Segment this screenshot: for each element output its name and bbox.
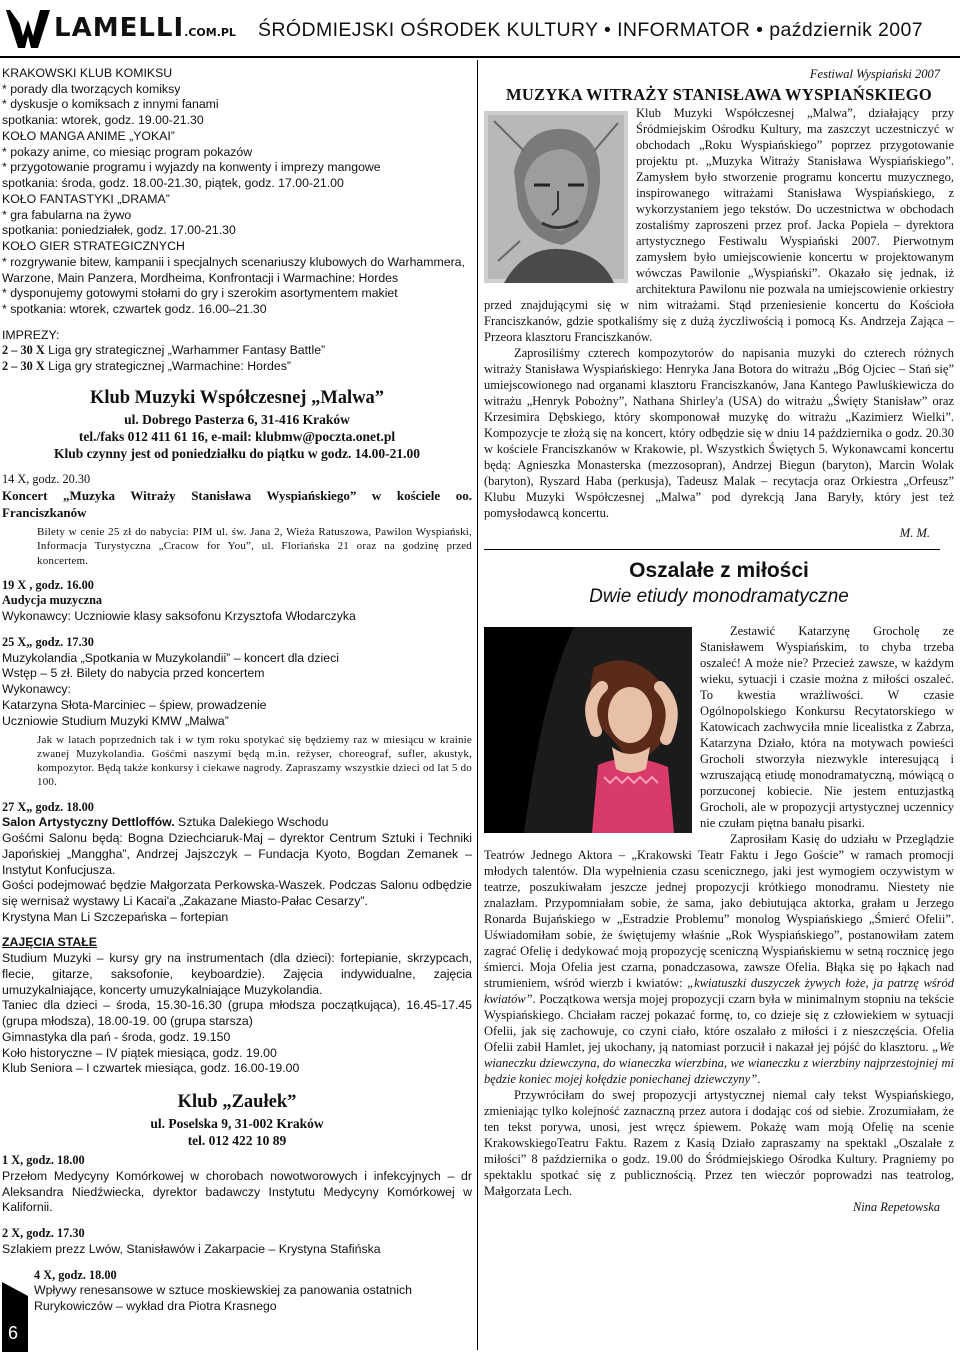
- imprezy-item: [2, 343, 472, 359]
- malwa-title: Klub Muzyki Współczesnej „Malwa”: [89, 387, 385, 408]
- zaulek-event-3-date: 4 X, godz. 18.00: [34, 1267, 117, 1282]
- zaulek-event-1-text: Przełom Medycyny Komórkowej w chorobach nowotworowych i infekcyjnych – dr Aleksandra Niedźwiecka, dyrektor badawczy Instytutu Medycyny Komórkowej w Kalifornii.: [2, 1168, 472, 1215]
- zajecia-line: Gimnastyka dla pań - środa, godz. 19.150: [2, 1029, 231, 1044]
- clubs-list: [2, 66, 472, 318]
- column-divider: [477, 60, 478, 1350]
- oszalale-subtitle: Dwie etiudy monodramatyczne: [589, 585, 849, 607]
- zaulek-event-2-text: Szlakiem prezz Lwów, Stanisławów i Zakarpacie – Krystyna Stafińska: [2, 1241, 381, 1256]
- event-4-heading: Salon Artystyczny Dettloffów. Sztuka Dalekiego Wschodu: [2, 815, 329, 830]
- event-3-date: 25 X„ godz. 17.30: [2, 634, 94, 649]
- event-1-info: Bilety w cenie 25 zł do nabycia: PIM ul. św. Jana 2, Wieża Ratuszowa, Pawilon Wyspiański, Informacja Turystyczna „Cracow for You”, ul. Floriańska 21 oraz na godzinę przed koncertem.: [37, 526, 472, 567]
- event-4-date: 27 X„ godz. 18.00: [2, 799, 94, 814]
- malwa-address: ul. Dobrego Pasterza 6, 31-416 Kraków: [124, 411, 350, 427]
- club-line: * przygotowanie programu i wyjazdy na konwenty i imprezy mangowe: [2, 160, 381, 175]
- zajecia-line: Taniec dla dzieci – środa, 15.30-16.30 (grupa młodsza początkująca), 16.45-17.45 (grupa młodsza), 18.00-19. 00 (grupa starsza): [2, 998, 472, 1029]
- zajecia-lines: [2, 951, 472, 1077]
- club-line: * dyskusje o komiksach z innymi fanami: [2, 97, 219, 112]
- event-3-line: Uczniowie Studium Muzyki KMW „Malwa”: [2, 713, 229, 728]
- header-rule: [0, 56, 960, 58]
- club-line: spotkania: środa, godz. 18.00-21.30, piątek, godz. 17.00-21.00: [2, 176, 344, 191]
- club-line: spotkania: poniedziałek, godz. 17.00-21.30: [2, 223, 236, 238]
- header-title: ŚRÓDMIEJSKI OŚRODEK KULTURY • INFORMATOR • październik 2007: [258, 19, 924, 41]
- imprezy-text: Liga gry strategicznej „Warhammer Fantasy Battle”: [44, 343, 326, 358]
- festival-signature: M. M.: [899, 526, 930, 541]
- zajecia-line: Klub Seniora – I czwartek miesiąca, godz. 16.00-19.00: [2, 1061, 300, 1076]
- club-line: KRAKOWSKI KLUB KOMIKSU: [2, 66, 173, 80]
- zaulek-event-1-date: 1 X, godz. 18.00: [2, 1153, 85, 1168]
- club-line: * gra fabularna na żywo: [2, 207, 132, 222]
- logo-text: LAMELLI.COM.PL: [54, 13, 236, 43]
- zajecia-label: ZAJĘCIA STAŁE: [2, 935, 97, 950]
- imprezy-list: [2, 343, 472, 374]
- event-2-date: 19 X , godz. 16.00: [2, 577, 94, 592]
- oszalale-signature: Nina Repetowska: [852, 1200, 940, 1215]
- page-number: 6: [2, 1296, 28, 1352]
- event-3-line: Katarzyna Słota-Marciniec – śpiew, prowadzenie: [2, 697, 267, 712]
- imprezy-item: [2, 359, 472, 375]
- zajecia-line: Studium Muzyki – kursy gry na instrumentach (dla dzieci): fortepianie, skrzypcach, flecie, gitarze, saksofonie, keyboardzie). Zajęcia indywidualne, zajęcia umuzykalniające, koncerty umuzykalniające Muzykolandia.: [2, 951, 472, 997]
- club-line: KOŁO FANTASTYKI „DRAMA”: [2, 191, 170, 206]
- event-4-line: Gośćmi Salonu będą: Bogna Dziechciaruk-Maj – dyrektor Centrum Sztuki i Techniki Japońskiej „Manggha”, Andrzej Jajszczyk – Fundacja Kyoto, Bogdan Zemanek – Instytut Konfucjusza.: [2, 831, 472, 877]
- zaulek-event-3-text: Wpływy renesansowe w sztuce moskiewskiej za panowania ostatnich Rurykowiczów – wykład dra Piotra Krasnego: [34, 1283, 412, 1314]
- event-3-info: Jak w latach poprzednich tak i w tym roku spotykać się będziemy raz w miesiącu w krainie zwanej Muzykolandia. Gośćmi naszymi będą m.in. reżyser, choreograf, sufler, akustyk, kompozytor. Będą także konkursy i ciekawe nagrody. Zapraszamy wszystkie dzieci od lat 5 do 100.: [37, 734, 472, 789]
- imprezy-label: IMPREZY:: [2, 327, 60, 342]
- club-line: * rozgrywanie bitew, kampanii i specjalnych scenariuszy klubowych do Warhammera, Warzone, Main Panzera, Mordheima, Konfrontacji i Warmachine: Hordes: [2, 254, 465, 285]
- event-2-text: Wykonawcy: Uczniowie klasy saksofonu Krzysztofa Włodarczyka: [2, 609, 356, 624]
- malwa-hours: Klub czynny jest od poniedziałku do piątku w godz. 14.00-21.00: [53, 446, 421, 462]
- zaulek-phone: tel. 012 422 10 89: [187, 1132, 287, 1148]
- lamelli-logo-icon: [6, 6, 50, 50]
- event-1-title: Koncert „Muzyka Witraży Stanisława Wyspiańskiego” w kościele oo. Franciszkanów: [2, 488, 472, 520]
- zaulek-event-2-date: 2 X, godz. 17.30: [2, 1226, 85, 1241]
- festival-paragraph-1: Klub Muzyki Współczesnej „Malwa”, działający przy Śródmiejskim Ośrodku Kultury, ma zaszczyt uczestniczyć w obchodach „Roku Wyspiańskiego” poprzez przygotowanie projektu pt. „Muzyka Witraży Stanisława Wyspiańskiego”. Zamysłem było stworzenie programu koncertu muzycznego, inspirowanego witrażami Stanisława Wyspiańskiego, z wykorzystaniem jego tekstów. Do uczestnictwa w obchodach zostaliśmy zaproszeni przez prof. Jacka Popiela – dyrektora artystycznego Festiwalu Wyspiański 2007. Pierwotnym zamysłem było umiejscowienie koncertu w projektowanym wówczas Pawilonie „Wyspiański”. Okazało się jednak, iż architektura Pawilonu nie pozwala na umiejscowienie orkiestry przed znajdującymi się w nim witrażami. Stąd przeniesienie koncertu do Kościoła Franciszkanów, gdzie spotkaliśmy się z dużą życzliwością i pomocą Ks. Andrzeja Zająca – Przeora klasztoru Franciszkanów.: [484, 106, 954, 345]
- event-2-title: Audycja muzyczna: [2, 593, 103, 608]
- club-line: * dysponujemy gotowymi stołami do gry i szerokim asortymentem makiet: [2, 286, 398, 301]
- festival-title: MUZYKA WITRAŻY STANISŁAWA WYSPIAŃSKIEGO: [506, 85, 932, 104]
- club-line: KOŁO GIER STRATEGICZNYCH: [2, 239, 185, 254]
- section-rule: [484, 549, 940, 550]
- page-header: [0, 0, 960, 58]
- event-3-lines: [2, 651, 472, 730]
- imprezy-date: 2 – 30 X: [2, 359, 45, 374]
- club-line: * pokazy anime, co miesiąc program pokazów: [2, 144, 253, 159]
- right-column: [484, 66, 954, 1346]
- imprezy-date: 2 – 30 X: [2, 343, 45, 358]
- club-line: spotkania: wtorek, godz. 19.00-21.30: [2, 113, 204, 128]
- zaulek-address: ul. Poselska 9, 31-002 Kraków: [150, 1115, 324, 1131]
- oszalale-paragraph-1: Zestawić Katarzynę Grocholę ze Stanisławem Wyspiańskim, to chyba trzeba oszaleć! A może nie? Przecież zawsze, w każdym wieku, sytuacji i czasie można z miłości oszaleć. To kwestia wrażliwości. W czasie Ogólnopolskiego Konkursu Recytatorskiego w Katowicach zachwyciła mnie licealistka z Zabrza, Katarzyna Działo, która na motywach powieści Grocholi stworzyła niezwykle interesującą i wzruszającą etiudę monodramatyczną, mówiącą o porzuconej kobiecie. Nie jestem entuzjastką Grocholi, ale w propozycji artystycznej uczennicy nie czułam piętna banału pisarki.: [700, 624, 954, 831]
- malwa-phone: tel./faks 012 411 61 16, e-mail: klubmw@poczta.onet.pl: [78, 428, 396, 444]
- event-1-date: 14 X, godz. 20.30: [2, 472, 91, 487]
- zajecia-line: Koło historyczne – IV piątek miesiąca, godz. 19.00: [2, 1045, 277, 1060]
- event-3-line: Wstęp – 5 zł. Bilety do nabycia przed koncertem: [2, 666, 265, 681]
- oszalale-paragraph-3: Przywróciłam do swej propozycji artystycznej niemal cały tekst Wyspiańskiego, zmieniając tylko kolejność zaznaczną przez autora i dodając coś od siebie. Zrozumiałam, że ten tekst porywa, unosi, jest wręcz śpiewem. Pokażę wam moją Ofelię na scenie KrakowskiegoTeatru Faktu. Razem z Kasią Działo zapraszamy na spektakl „Oszalałe z miłości” 8 października o godz. 19.00 do Śródmiejskiego Ośrodka Kultury. Pragniemy po spektaklu spotkać się z publicznością. Przez ten wieczór poprowadzi nas teatrolog, Małgorzata Lech.: [484, 1088, 954, 1199]
- event-3-line: Wykonawcy:: [2, 682, 71, 697]
- event-4-lines: [2, 831, 472, 925]
- zaulek-event-3: [2, 1268, 472, 1315]
- festival-label: Festiwal Wyspiański 2007: [809, 67, 940, 81]
- club-line: * spotkania: wtorek, czwartek godz. 16.00–21.30: [2, 302, 267, 317]
- event-4-line: Gości podejmować będzie Małgorzata Perkowska-Waszek. Podczas Salonu odbędzie się wernisaż wystawy Li Kacai'a „Zakazane Miasto-Pałac Cesarzy”.: [2, 878, 472, 908]
- zaulek-title: Klub „Zaułek”: [177, 1092, 297, 1113]
- event-3-line: Muzykolandia „Spotkania w Muzykolandii” – koncert dla dzieci: [2, 650, 339, 665]
- festival-paragraph-2: Zaprosiliśmy czterech kompozytorów do napisania muzyki do czterech różnych witraży Stanisława Wyspiańskiego: Henryka Jana Botora do witrażu „Bóg Ojciec – Stań się” umiejscowionego nad organami klasztoru Franciszkanów, Jana Kantego Pawluśkiewicza do witrażu „Henryk Pobożny”, Nathana Shirley'a (USA) do witrażu „Święty Stanisław” oraz Krzesimira Dębskiego, który skomponował muzykę do witrażu „Kazimierz Wielki”. Kompozycje te złożą się na koncert, który odbędzie się w dniu 14 października o godz. 20.30 w kościele Franciszkanów w Krakowie, pl. Wszystkich Świętych 5. Wykonawcami koncertu będą: Agnieszka Monasterska (mezzosopran), Andrzej Biegun (baryton), Marcin Wolak (baryton), Ryszard Haba (perkusja), Tadeusz Malak – recytacja oraz Orkiestra „Orfeusz” Klubu Muzyki Współczesnej „Malwa” pod dyrekcją Jana Baryły, który jest też pomysłodawcą koncertu.: [484, 346, 954, 521]
- oszalale-title: Oszalałe z miłości: [629, 559, 809, 583]
- oszalale-paragraph-2: Zaprosiłam Kasię do udziału w Przeglądzie Teatrów Jednego Aktora – „Krakowski Teatr Faktu i Jego Goście” w ramach promocji młodych talentów. Dla wypełnienia czasu scenicznego, jaki jest wymogiem oczywistym w teatrze, poszukiwałam jeszcze jednej propozycji krótkiego monodramu. Niestety nie znalazłam. Przypomniałam sobie, że sama, jako debiutująca aktorka, grałam u Jerzego Ronarda Bujańskiego w „Estradzie Problemu” monolog Wyspiańskiego „Śmierć Ofelii”. Uświadomiłam sobie, że świętujemy właśnie „Rok Wyspiańskiego”, postanowiłam zatem zagrać Ofelię i dedykować moją propozycję sceniczną Wyspiańskiemu w setną rocznicę jego śmierci. Moja Ofelia jest czarna, ponadczasowa, zawsze Ofelia. Błąka się po łąkach nad strumieniem, wśród wierzb i kwiatów: „kwiatuszki duszyczek żywych łoże, ja patrzę wśród kwiatów”. Początkowa wersja mojej propozycji czarn była w minimalnym stopniu na tekście Wyspiańskiego. Chciałam raczej pokazać formę, to, co dzieje się z człowiekiem w sytuacji Ofelii, jak się zachowuje, co czyni ciało, które oszalało z miłości i z nieszczęścia. Ofelia Ofelii zabił Hamlet, jej ukochany, ją natomiast porzucił i nakazał jej pójść do klasztoru. „We wianeczku dziewczyna, do wianeczka wierzbina, we wianeczku z wierzbiny najprzestojniej mi będzie koniec mojej kołędzie poniechanej dziewczyny”.: [484, 832, 954, 1087]
- wyspianski-portrait: [484, 111, 628, 283]
- imprezy-text: Liga gry strategicznej „Warmachine: Hordes”: [44, 359, 291, 374]
- club-line: * porady dla tworzących komiksy: [2, 81, 181, 96]
- actress-photo: [484, 627, 692, 833]
- left-column: [2, 66, 472, 1346]
- event-4-line: Krystyna Man Li Szczepańska – fortepian: [2, 909, 229, 924]
- club-line: KOŁO MANGA ANIME „YOKAI”: [2, 128, 175, 143]
